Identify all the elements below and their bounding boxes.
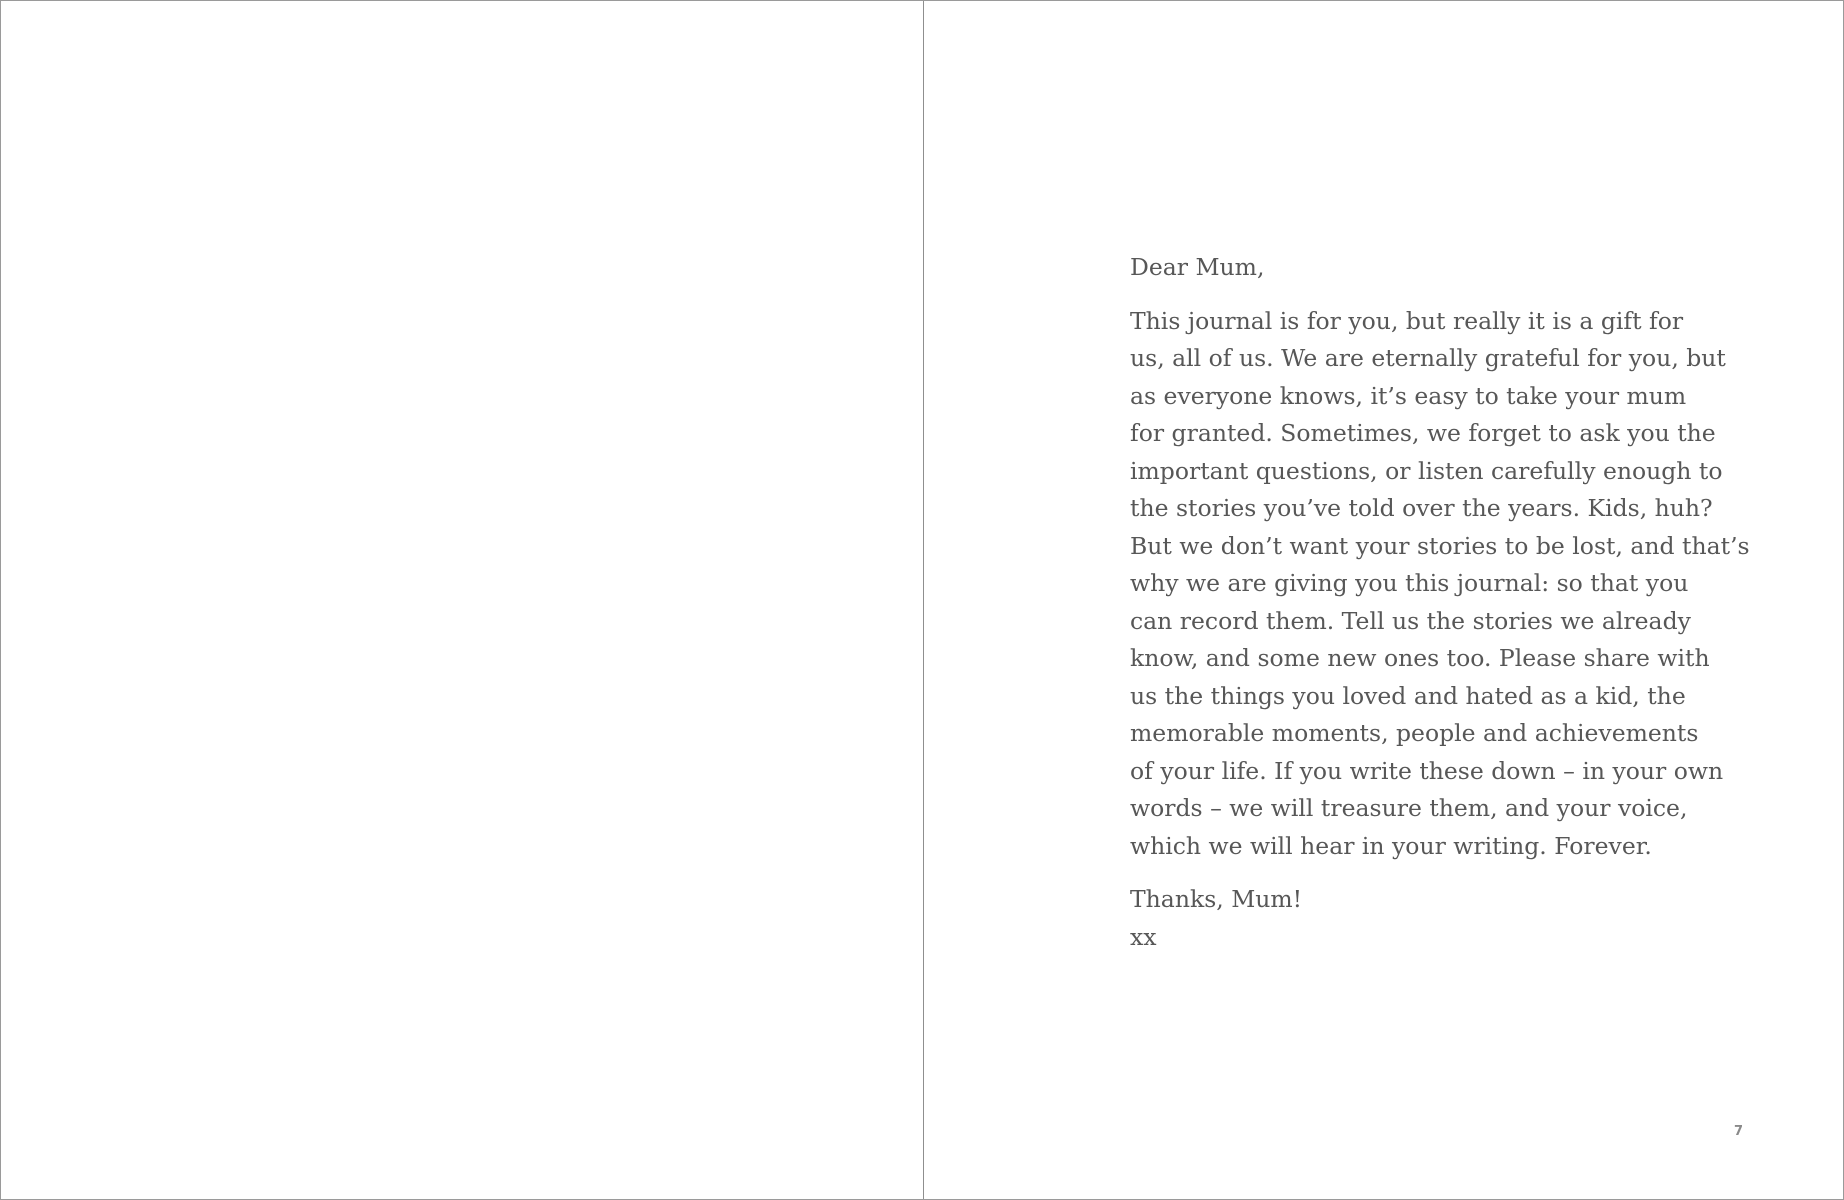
letter-body-line: This journal is for you, but really it is a gift for: [1130, 306, 1684, 335]
letter-body-line: the stories you’ve told over the years. Kids, huh?: [1130, 494, 1713, 522]
letter-body-line: But we don’t want your stories to be lost, and that’s: [1130, 531, 1750, 560]
letter-body-line: why we are giving you this journal: so that you: [1130, 569, 1689, 597]
letter-body-line: us, all of us. We are eternally grateful for you, but: [1130, 344, 1726, 372]
letter-body-line: words – we will treasure them, and your voice,: [1130, 794, 1688, 822]
letter-closing: [1130, 881, 1710, 956]
page-number: 7: [1733, 1124, 1743, 1139]
letter-body-line: important questions, or listen carefully enough to: [1130, 456, 1723, 485]
letter-body: [1130, 303, 1750, 866]
letter-body-line: of your life. If you write these down – in your own: [1130, 756, 1724, 785]
letter-signoff: Thanks, Mum!: [1130, 885, 1303, 913]
left-page: [1, 1, 923, 1199]
letter-body-line: us the things you loved and hated as a kid, the: [1130, 681, 1686, 710]
right-page: [923, 1, 1844, 1199]
letter-kisses: xx: [1130, 922, 1157, 951]
letter-body-line: can record them. Tell us the stories we already: [1130, 606, 1691, 635]
letter-body-line: memorable moments, people and achievements: [1130, 719, 1699, 747]
letter: [1130, 249, 1750, 956]
letter-body-line: know, and some new ones too. Please share with: [1130, 644, 1710, 672]
letter-body-line: which we will hear in your writing. Forever.: [1130, 831, 1652, 860]
letter-greeting: Dear Mum,: [1130, 253, 1265, 281]
letter-body-line: as everyone knows, it’s easy to take your mum: [1130, 381, 1687, 410]
letter-body-line: for granted. Sometimes, we forget to ask you the: [1130, 419, 1716, 447]
